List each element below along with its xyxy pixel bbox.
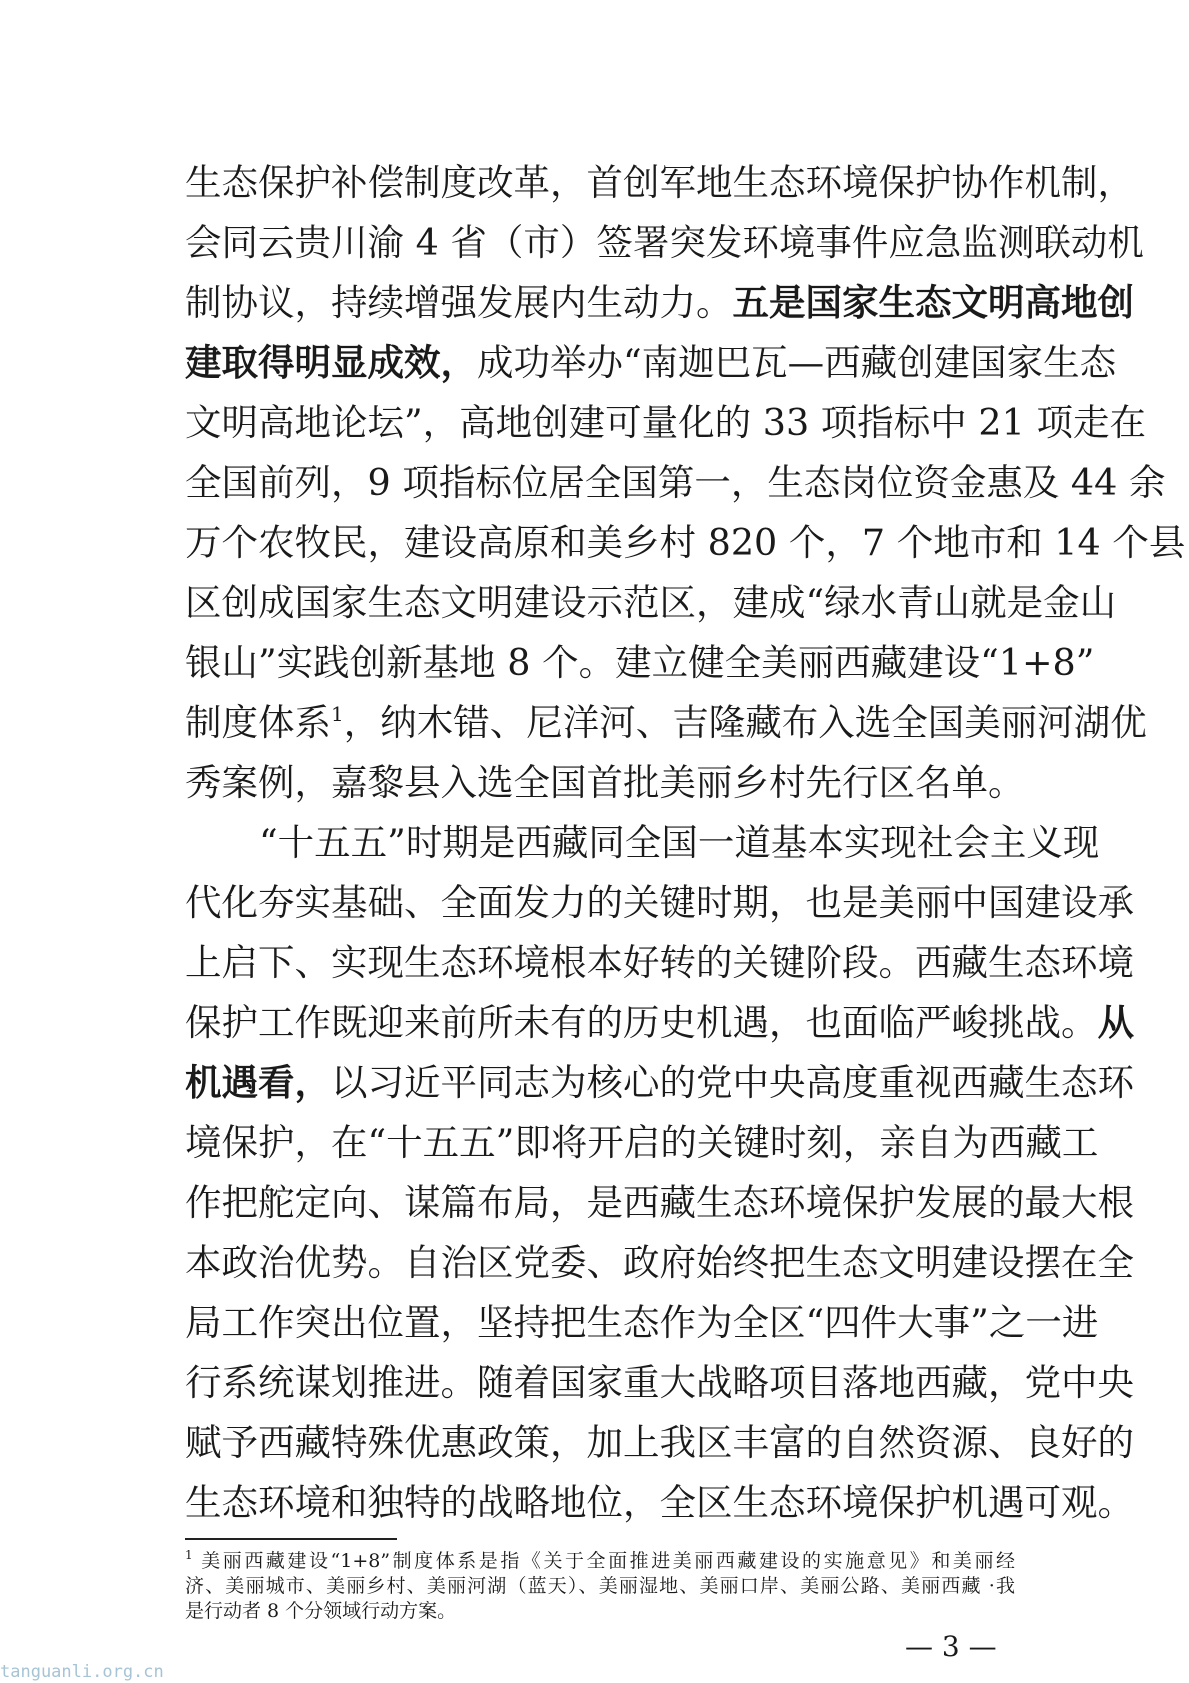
body-line: 保护工作既迎来前所未有的历史机遇，也面临严峻挑战。从 [185, 1001, 1134, 1044]
body-line: 秀案例，嘉黎县入选全国首批美丽乡村先行区名单。 [185, 761, 1025, 804]
paragraph-start-line: “十五五”时期是西藏同全国一道基本实现社会主义现 [259, 821, 1100, 864]
body-line: 行系统谋划推进。随着国家重大战略项目落地西藏，党中央 [185, 1361, 1134, 1404]
body-line: 生态环境和独特的战略地位，全区生态环境保护机遇可观。 [185, 1481, 1134, 1524]
footnote-ref[interactable]: 1 [331, 702, 344, 726]
body-line: 局工作突出位置，坚持把生态作为全区“四件大事”之一进 [185, 1301, 1099, 1344]
body-line: 本政治优势。自治区党委、政府始终把生态文明建设摆在全 [185, 1241, 1134, 1284]
body-line: 机遇看，以习近平同志为核心的党中央高度重视西藏生态环 [185, 1061, 1134, 1104]
body-line: 赋予西藏特殊优惠政策，加上我区丰富的自然资源、良好的 [185, 1421, 1134, 1464]
bold-heading: 从 [1097, 1001, 1134, 1044]
footnote-separator [185, 1538, 397, 1540]
body-line: 上启下、实现生态环境根本好转的关键阶段。西藏生态环境 [185, 941, 1134, 984]
bold-heading: 建取得明显成效， [185, 341, 477, 384]
body-line: 制协议，持续增强发展内生动力。五是国家生态文明高地创 [185, 281, 1134, 324]
footnote-line: $^1$ 美丽西藏建设“1+8”制度体系是指《关于全面推进美丽西藏建设的实施意见》和美丽经 [185, 1548, 1015, 1572]
body-line: 全国前列，9 项指标位居全国第一，生态岗位资金惠及 44 余 [185, 461, 1166, 504]
body-line: 作把舵定向、谋篇布局，是西藏生态环境保护发展的最大根 [185, 1181, 1134, 1224]
footnote-marker: 1 [185, 1548, 193, 1562]
watermark: tanguanli.org.cn [0, 1662, 164, 1682]
page-number: — 3 — [905, 1630, 997, 1663]
body-line: 会同云贵川渝 4 省（市）签署突发环境事件应急监测联动机 [185, 221, 1144, 264]
body-line: 境保护，在“十五五”即将开启的关键时刻，亲自为西藏工 [185, 1121, 1099, 1164]
footnote-line: 济、美丽城市、美丽乡村、美丽河湖（蓝天）、美丽湿地、美丽口岸、美丽公路、美丽西藏 ·我 [185, 1575, 1015, 1597]
bold-heading: 机遇看， [185, 1061, 331, 1104]
body-line: 制度体系$^1$，纳木错、尼洋河、吉隆藏布入选全国美丽河湖优 [185, 701, 1147, 744]
body-line: 文明高地论坛”，高地创建可量化的 33 项指标中 21 项走在 [185, 401, 1146, 444]
body-line: 银山”实践创新基地 8 个。建立健全美丽西藏建设“1+8” [185, 641, 1095, 684]
body-line: 代化夯实基础、全面发力的关键时期，也是美丽中国建设承 [185, 881, 1134, 924]
body-line: 建取得明显成效，成功举办“南迦巴瓦—西藏创建国家生态 [185, 341, 1117, 384]
body-line: 万个农牧民，建设高原和美乡村 820 个，7 个地市和 14 个县 [185, 521, 1186, 564]
body-line: 区创成国家生态文明建设示范区，建成“绿水青山就是金山 [185, 581, 1117, 624]
body-line: 生态保护补偿制度改革，首创军地生态环境保护协作机制， [185, 161, 1134, 204]
footnote-line: 是行动者 8 个分领域行动方案。 [185, 1600, 457, 1622]
bold-heading: 五是国家生态文明高地创 [732, 281, 1134, 324]
